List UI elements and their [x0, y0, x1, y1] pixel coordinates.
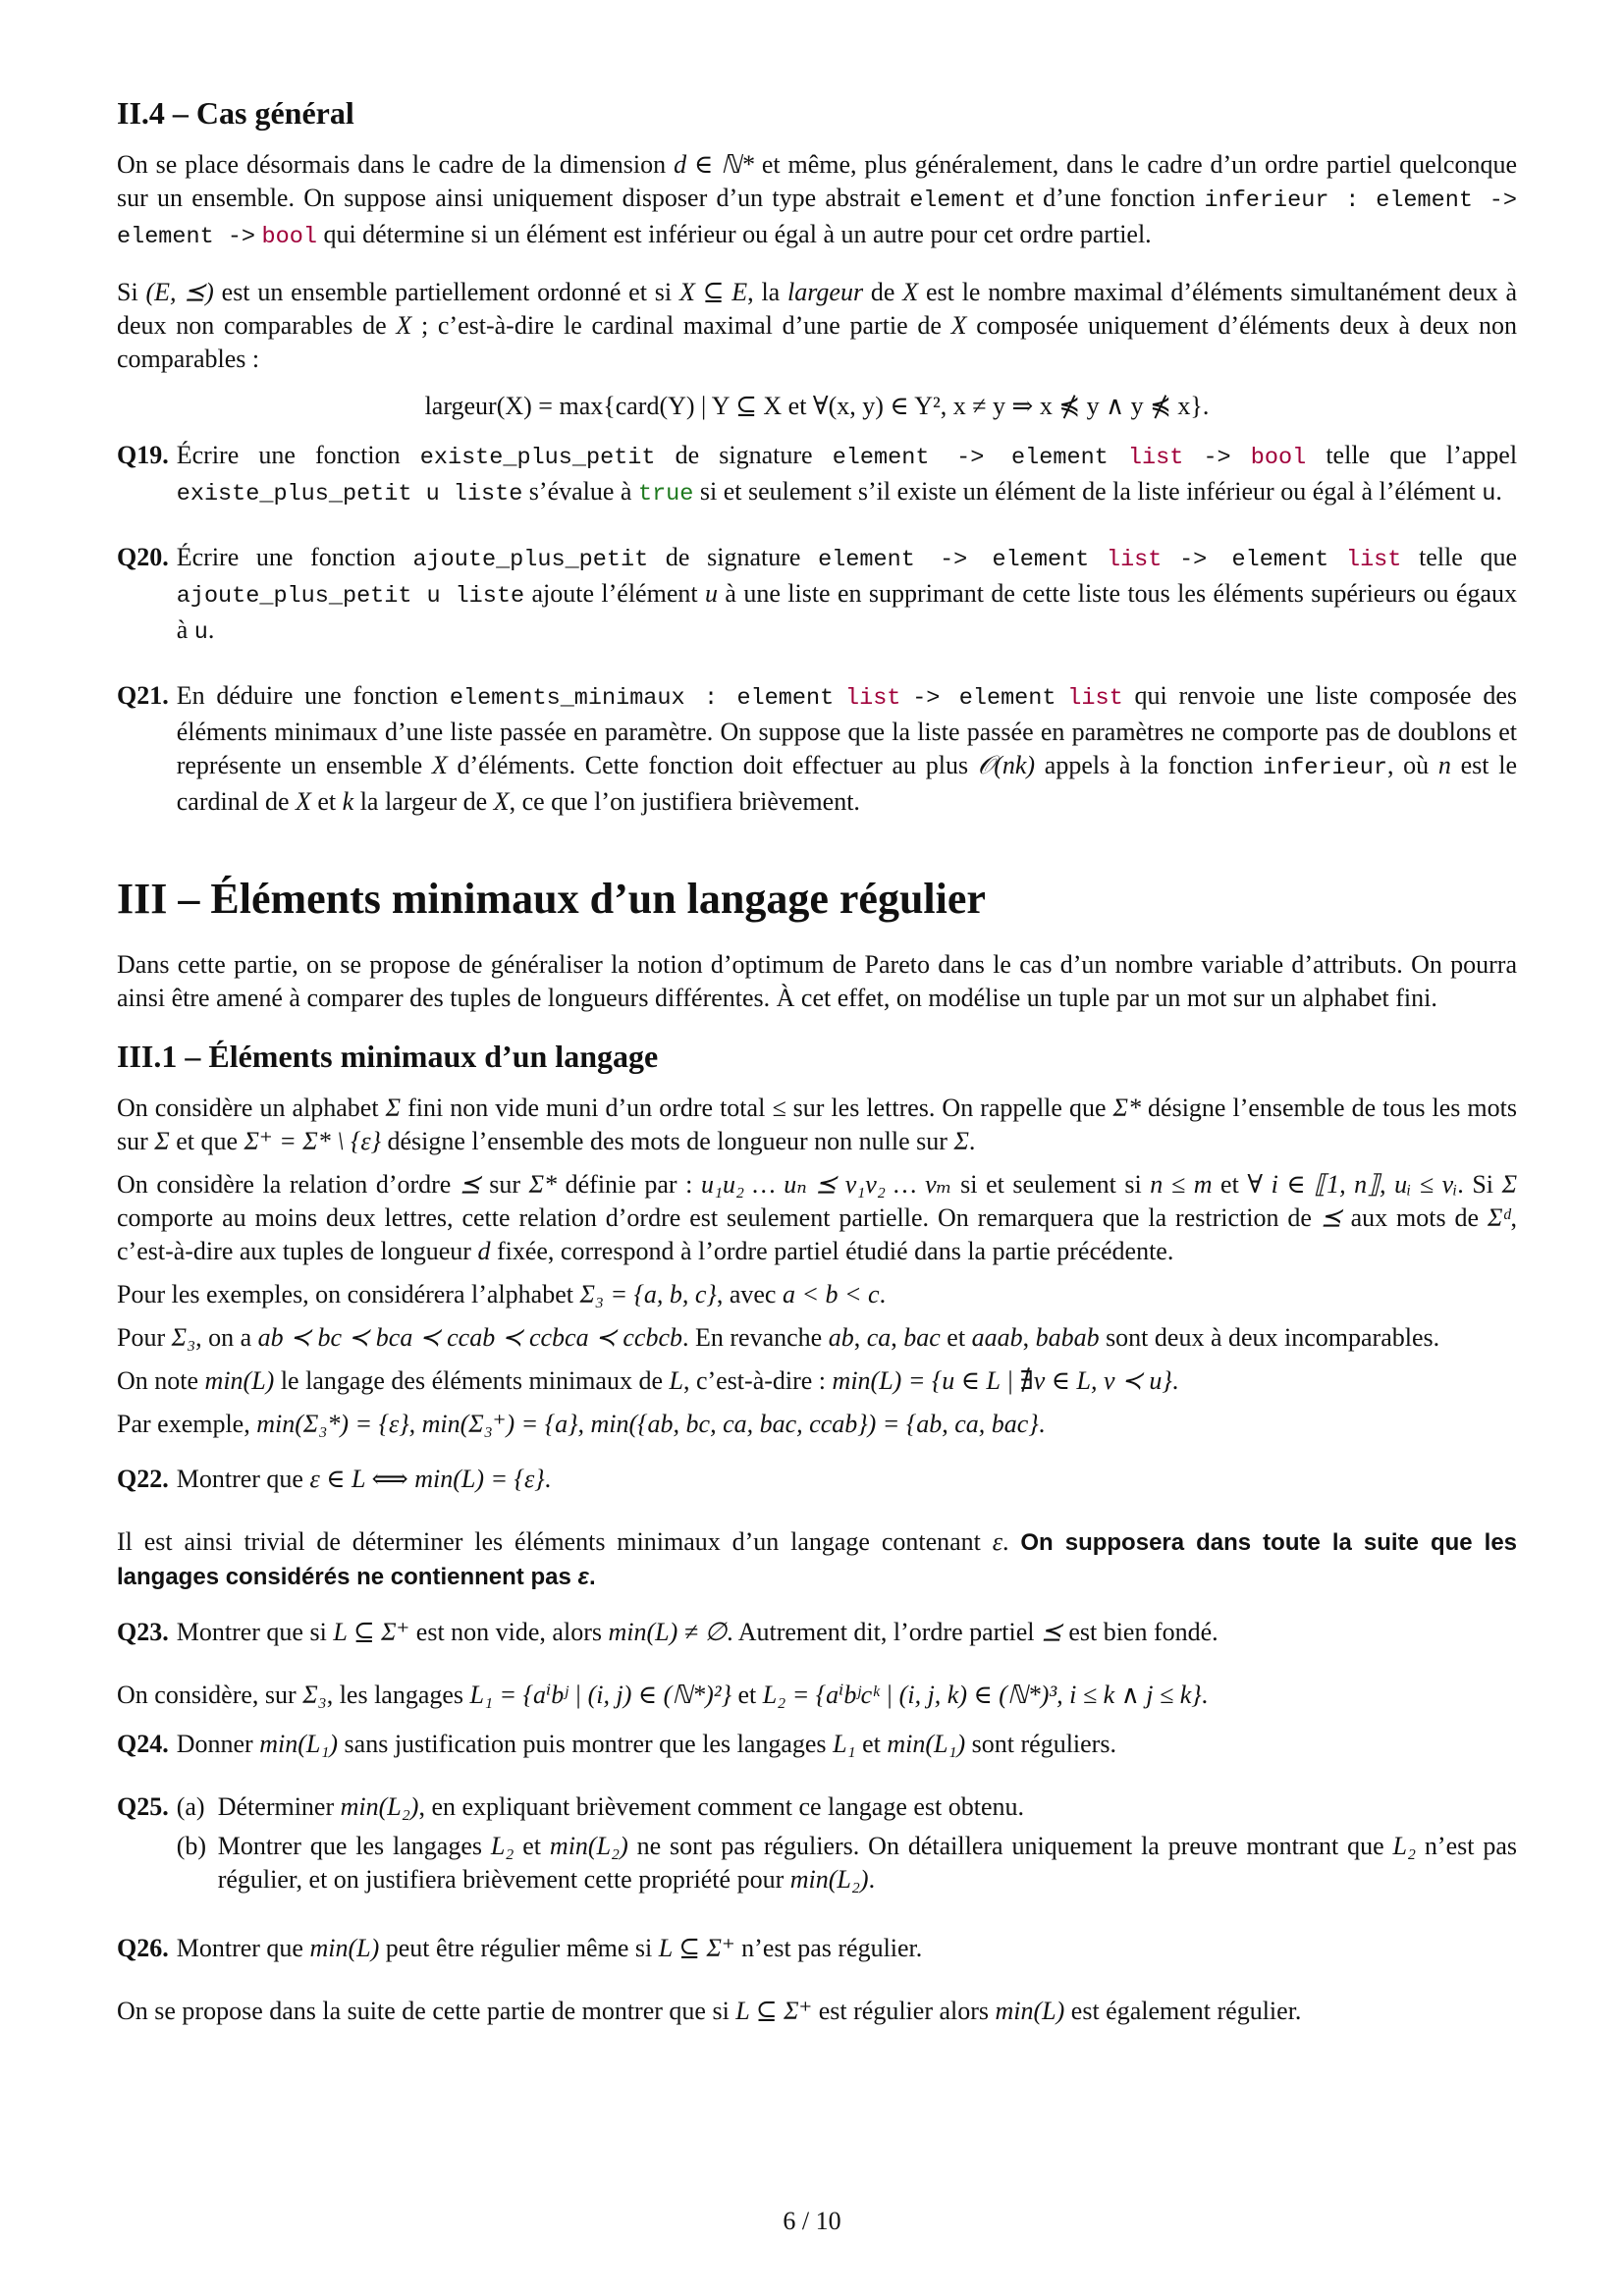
paragraph-epsilon-assumption: Il est ainsi trivial de déterminer les éléments minimaux d’un langage contenant ε. On supposera dans toute la suite que les langages considérés ne contiennent pas ε.: [117, 1527, 1518, 1590]
question-q23: Q23. Montrer que si L ⊆ Σ⁺ est non vide, alors min(L) ≠ ∅. Autrement dit, l’ordre partiel ⪯ est bien fondé.: [117, 1618, 1218, 1646]
question-q25: Q25. (a) Déterminer min(L₂), en expliquant brièvement comment ce langage est obtenu. (b) Montrer que les langages L₂ et min(L₂) ne sont pas réguliers. On détaillera uniquement la preuve montrant que L₂ n’est pas régulier, et on justifiera brièvement cette propriété pour min(L₂).: [117, 1790, 1517, 1902]
paragraph-example-order: Pour Σ₃, on a ab ≺ bc ≺ bca ≺ ccab ≺ ccbca ≺ ccbcb. En revanche ab, ca, bac et aaab, babab sont deux à deux incomparables.: [117, 1323, 1440, 1352]
section-title-III: III – Éléments minimaux d’un langage régulier: [117, 875, 986, 923]
question-q19: Q19. Écrire une fonction existe_plus_petit de signature element -> element list -> bool telle que l’appel existe_plus_petit u liste s’évalue à true si et seulement s’il existe un élément de la liste inférieur ou égal à l’élément u.: [117, 441, 1518, 507]
width-formula: largeur(X) = max{card(Y) | Y ⊆ X et ∀(x, y) ∈ Y², x ≠ y ⇒ x ⋠ y ∧ y ⋠ x}.: [424, 392, 1210, 420]
question-q25-a: (a) Déterminer min(L₂), en expliquant brièvement comment ce langage est obtenu.: [176, 1792, 1025, 1821]
paragraph-min-definition: On note min(L) le langage des éléments minimaux de L, c’est-à-dire : min(L) = {u ∈ L | ∄v ∈ L, v ≺ u}.: [117, 1366, 1179, 1395]
page-content: [117, 93, 1517, 2038]
page-number: 6 / 10: [783, 2207, 841, 2235]
paragraph-min-examples: Par exemple, min(Σ₃*) = {ε}, min(Σ₃⁺) = {a}, min({ab, bc, ca, bac, ccab}) = {ab, ca, bac}.: [117, 1410, 1046, 1438]
paragraph-goal: On se propose dans la suite de cette partie de montrer que si L ⊆ Σ⁺ est régulier alors min(L) est également régulier.: [117, 1997, 1302, 2025]
question-q22: Q22. Montrer que ε ∈ L ⟺ min(L) = {ε}.: [117, 1465, 552, 1493]
paragraph-order-relation: On considère la relation d’ordre ⪯ sur Σ* définie par : u₁u₂ … uₙ ⪯ v₁v₂ … vₘ si et seulement si n ≤ m et ∀ i ∈ ⟦1, n⟧, uᵢ ≤ vᵢ. Si Σ comporte au moins deux lettres, cette relation d’ordre est seulement partielle. On remarquera que la restriction de ⪯ aux mots de Σᵈ, c’est-à-dire aux tuples de longueur d fixée, correspond à l’ordre partiel étudié dans la partie précédente.: [117, 1170, 1518, 1265]
paragraph-part-intro: Dans cette partie, on se propose de généraliser la notion d’optimum de Pareto dans le cas d’un nombre variable d’attributs. On pourra ainsi être amené à comparer des tuples de longueurs différentes. À cet effet, on modélise un tuple par un mot sur un alphabet fini.: [117, 950, 1517, 1012]
question-q21: Q21. En déduire une fonction elements_minimaux : element list -> element list qui renvoie une liste composée des éléments minimaux d’une liste passée en paramètre. On suppose que la liste passée en paramètres ne comporte pas de doublons et représente un ensemble X d’éléments. Cette fonction doit effectuer au plus 𝒪(nk) appels à la fonction inferieur, où n est le cardinal de X et k la largeur de X, ce que l’on justifiera brièvement.: [117, 681, 1518, 816]
paragraph-general-case: On se place désormais dans le cadre de la dimension d ∈ ℕ* et même, plus généralement, dans le cadre d’un ordre partiel quelconque sur un ensemble. On suppose ainsi uniquement disposer d’un type abstrait element et d’une fonction inferieur : element -> element -> bool qui détermine si un élément est inférieur ou égal à un autre pour cet ordre partiel.: [117, 150, 1517, 250]
paragraph-alphabet: On considère un alphabet Σ fini non vide muni d’un ordre total ≤ sur les lettres. On rappelle que Σ* désigne l’ensemble de tous les mots sur Σ et que Σ⁺ = Σ* \ {ε} désigne l’ensemble des mots de longueur non nulle sur Σ.: [117, 1094, 1517, 1155]
paragraph-languages-l1-l2: On considère, sur Σ₃, les langages L₁ = {aⁱbʲ | (i, j) ∈ (ℕ*)²} et L₂ = {aⁱbʲcᵏ | (i, j, k) ∈ (ℕ*)³, i ≤ k ∧ j ≤ k}.: [117, 1681, 1209, 1709]
section-title-III-1: III.1 – Éléments minimaux d’un langage: [117, 1039, 659, 1074]
paragraph-width-definition: Si (E, ⪯) est un ensemble partiellement ordonné et si X ⊆ E, la largeur de X est le nombre maximal d’éléments simultanément deux à deux non comparables de X ; c’est-à-dire le cardinal maximal d’une partie de X composée uniquement d’éléments deux à deux non comparables :: [117, 278, 1518, 373]
question-q20: Q20. Écrire une fonction ajoute_plus_petit de signature element -> element list -> element list telle que ajoute_plus_petit u liste ajoute l’élément u à une liste en supprimant de cette liste tous les éléments supérieurs ou égaux à u.: [117, 543, 1518, 646]
question-q26: Q26. Montrer que min(L) peut être régulier même si L ⊆ Σ⁺ n’est pas régulier.: [117, 1934, 923, 1962]
question-q24: Q24. Donner min(L₁) sans justification puis montrer que les langages L₁ et min(L₁) sont réguliers.: [117, 1730, 1116, 1758]
question-q25-b: (b) Montrer que les langages L₂ et min(L₂) ne sont pas réguliers. On détaillera uniquement la preuve montrant que L₂ n’est pas régulier, et on justifiera brièvement cette propriété pour min(L₂).: [176, 1832, 1518, 1894]
paragraph-example-alphabet: Pour les exemples, on considérera l’alphabet Σ₃ = {a, b, c}, avec a < b < c.: [117, 1280, 887, 1308]
section-title-II-4: II.4 – Cas général: [117, 95, 354, 131]
